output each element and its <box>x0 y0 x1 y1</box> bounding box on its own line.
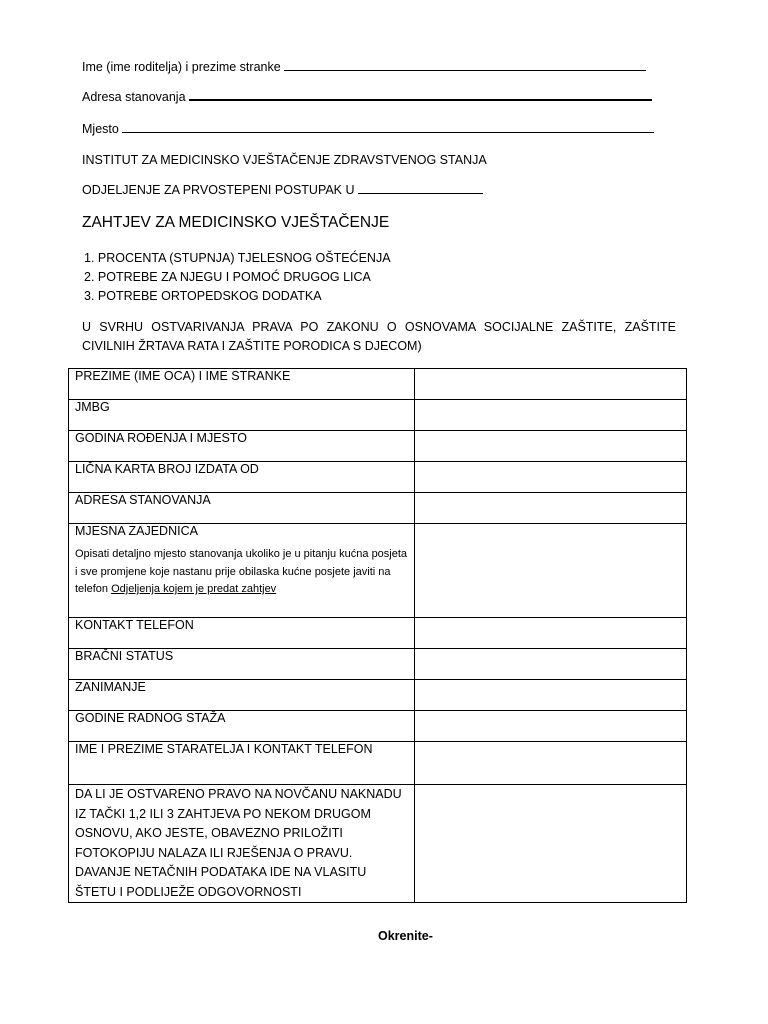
address-line[interactable] <box>189 98 652 101</box>
row-label: MJESNA ZAJEDNICA <box>75 524 198 538</box>
list-item: 2. POTREBE ZA NJEGU I POMOĆ DRUGOG LICA <box>84 270 371 284</box>
place-label: Mjesto <box>82 122 119 136</box>
table-row <box>69 680 687 711</box>
applicant-name-line[interactable] <box>284 69 646 71</box>
row-value-cell[interactable] <box>415 742 687 785</box>
row-label: ADRESA STANOVANJA <box>69 493 415 524</box>
row-label: GODINE RADNOG STAŽA <box>69 711 415 742</box>
row-label: KONTAKT TELEFON <box>69 618 415 649</box>
applicant-name-field[interactable] <box>82 60 646 74</box>
row-label: DA LI JE OSTVARENO PRAVO NA NOVČANU NAKNADU IZ TAČKI 1,2 ILI 3 ZAHTJEVA PO NEKOM DRUGOM OSNOVU, AKO JESTE, OBAVEZNO PRILOŽITI FOTOKOPIJU NALAZA ILI RJEŠENJA O PRAVU. DAVANJE NETAČNIH PODATAKA IDE NA VLASITU ŠTETU I PODLIJEŽE ODGOVORNOSTI <box>75 787 402 899</box>
list-item: 1. PROCENTA (STUPNJA) TJELESNOG OŠTEĆENJA <box>84 251 391 265</box>
row-value-cell[interactable] <box>415 493 687 524</box>
row-value-cell[interactable] <box>415 369 687 400</box>
department-field[interactable] <box>82 183 483 197</box>
purpose-list <box>84 250 391 307</box>
row-value-cell[interactable] <box>415 711 687 742</box>
row-label: IME I PREZIME STARATELJA I KONTAKT TELEFON <box>69 742 415 785</box>
mz-label-cell <box>69 524 415 618</box>
list-item: 3. POTREBE ORTOPEDSKOG DODATKA <box>84 289 322 303</box>
department-label: ODJELJENJE ZA PRVOSTEPENI POSTUPAK U <box>82 183 355 197</box>
mz-note <box>75 546 408 599</box>
institution-name: INSTITUT ZA MEDICINSKO VJEŠTAČENJE ZDRAVSTVENOG STANJA <box>82 153 487 167</box>
row-label: ZANIMANJE <box>69 680 415 711</box>
row-value-cell[interactable] <box>415 524 687 618</box>
table-row <box>69 618 687 649</box>
turn-over-note: Okrenite- <box>378 929 433 943</box>
address-field[interactable] <box>82 90 652 104</box>
intro-text: U SVRHU OSTVARIVANJA PRAVA PO ZAKONU O OSNOVAMA SOCIJALNE ZAŠTITE, ZAŠTITE CIVILNIH ŽRTAVA RATA I ZAŠTITE PORODICA S DJECOM) <box>82 320 676 353</box>
table-row <box>69 462 687 493</box>
row-label: JMBG <box>69 400 415 431</box>
row-value-cell[interactable] <box>415 649 687 680</box>
mz-note-text: Opisati detaljno mjesto stanovanja ukoliko je u pitanju kućna posjeta i sve promjene koje nastanu prije obilaska kućne posjete javiti na telefon <box>75 548 408 595</box>
table-row <box>69 524 687 618</box>
table-row <box>69 400 687 431</box>
table-row <box>69 742 687 785</box>
table-row <box>69 711 687 742</box>
page-title: ZAHTJEV ZA MEDICINSKO VJEŠTAČENJE <box>82 214 390 231</box>
address-label: Adresa stanovanja <box>82 90 186 104</box>
row-value-cell[interactable] <box>415 680 687 711</box>
table-row <box>69 649 687 680</box>
row-value-cell[interactable] <box>415 785 687 903</box>
applicant-data-table <box>68 368 687 903</box>
row-label: GODINA ROĐENJA I MJESTO <box>69 431 415 462</box>
department-line[interactable] <box>358 192 483 194</box>
table-row <box>69 431 687 462</box>
table-row <box>69 493 687 524</box>
row-label: LIČNA KARTA BROJ IZDATA OD <box>69 462 415 493</box>
row-label: PREZIME (IME OCA) I IME STRANKE <box>69 369 415 400</box>
row-value-cell[interactable] <box>415 431 687 462</box>
table-row <box>69 785 687 903</box>
mz-note-underlined: Odjeljenja kojem je predat zahtjev <box>111 583 277 595</box>
row-value-cell[interactable] <box>415 400 687 431</box>
applicant-name-label: Ime (ime roditelja) i prezime stranke <box>82 60 281 74</box>
place-line[interactable] <box>122 131 654 133</box>
table-row <box>69 369 687 400</box>
compensation-label-cell <box>69 785 415 903</box>
row-value-cell[interactable] <box>415 618 687 649</box>
place-field[interactable] <box>82 122 654 136</box>
row-label: BRAČNI STATUS <box>69 649 415 680</box>
row-value-cell[interactable] <box>415 462 687 493</box>
